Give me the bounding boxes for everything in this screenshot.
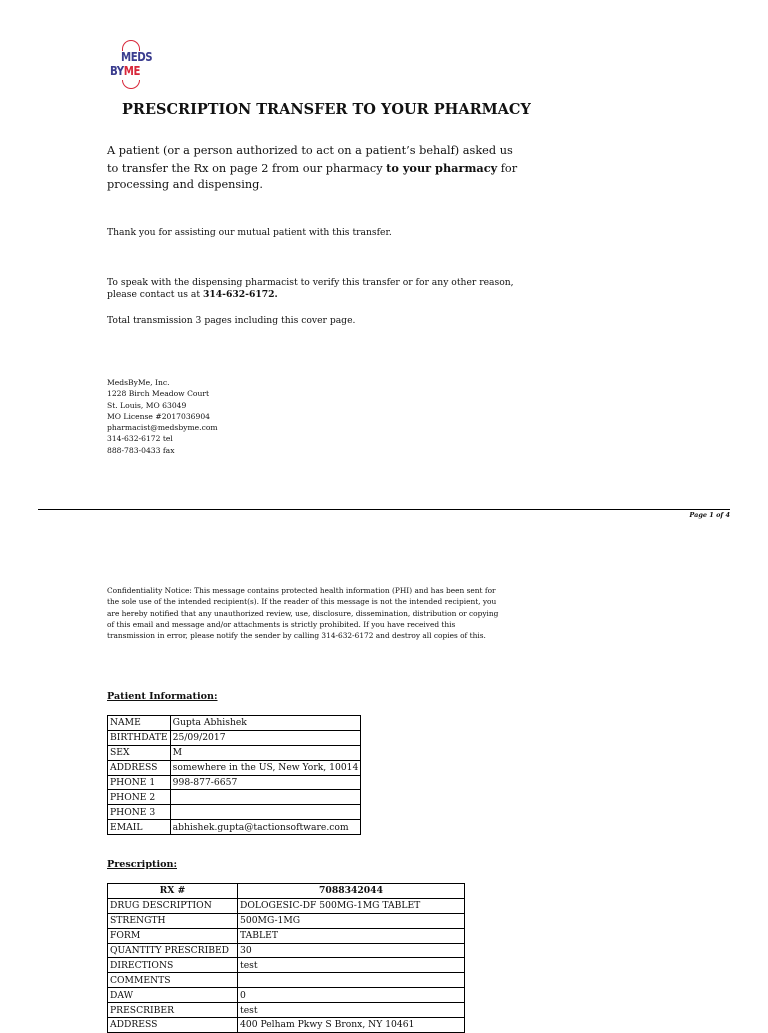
address-line: St. Louis, MO 63049 xyxy=(107,400,187,410)
intro-text-2: for processing and dispensing. xyxy=(107,161,518,191)
contact-line-1: To speak with the dispensing pharmacist to verify this transfer or for any other reason, xyxy=(107,277,514,288)
field-label: PHONE 2 xyxy=(108,790,171,805)
field-label: COMMENTS xyxy=(108,973,238,988)
field-label: ADDRESS xyxy=(108,1018,238,1033)
page-divider xyxy=(38,509,730,510)
field-value: 7088342044 xyxy=(238,884,465,899)
field-label: SEX xyxy=(108,745,171,760)
address-line: MedsByMe, Inc. xyxy=(107,378,170,387)
table-row xyxy=(108,988,465,1003)
field-label: DAW xyxy=(108,988,238,1003)
pharmacy-address xyxy=(107,377,218,456)
contact-line-2-text: please contact us at xyxy=(107,289,203,300)
field-value xyxy=(170,805,361,820)
address-line: 1228 Birch Meadow Court xyxy=(107,389,210,399)
intro-bold: to your pharmacy xyxy=(386,160,498,175)
table-row xyxy=(108,958,465,973)
table-row xyxy=(108,790,361,805)
page-number: Page 1 of 4 xyxy=(689,511,730,519)
address-line: 314-632-6172 tel xyxy=(107,434,173,444)
logo-arc-bottom xyxy=(122,80,140,89)
field-value: test xyxy=(238,958,465,973)
intro-text-1: A patient (or a person authorized to act on a patient’s behalf) asked us to transfer the Rx on page 2 from our pharmacy xyxy=(107,144,513,175)
contact-phone[interactable]: 314-632-6172. xyxy=(202,289,278,300)
confidentiality-line: transmission in error, please notify the sender by calling 314-632-6172 and destroy all copies of this. xyxy=(107,631,486,641)
field-label: QUANTITY PRESCRIBED xyxy=(108,943,238,958)
field-value: somewhere in the US, New York, 10014 xyxy=(170,760,361,775)
field-value: 998-877-6657 xyxy=(170,775,361,790)
table-row xyxy=(108,820,361,835)
confidentiality-line: Confidentiality Notice: This message contains protected health information (PHI) and has been sent for xyxy=(107,586,496,595)
contact-line-2 xyxy=(107,289,514,301)
prescription-table xyxy=(107,883,465,1033)
field-label: STRENGTH xyxy=(108,913,238,928)
table-row xyxy=(108,1018,465,1033)
field-label: FORM xyxy=(108,928,238,943)
field-value: 25/09/2017 xyxy=(170,730,361,745)
confidentiality-line: the sole use of the intended recipient(s). If the reader of this message is not the intended recipient, you xyxy=(107,597,497,607)
table-row xyxy=(108,730,361,745)
medsbyme-logo xyxy=(108,40,156,92)
logo-by: BY xyxy=(110,64,124,78)
field-label: DRUG DESCRIPTION xyxy=(108,898,238,913)
field-label: PHONE 1 xyxy=(108,775,171,790)
transmission-total: Total transmission 3 pages including this cover page. xyxy=(107,315,356,326)
field-value: test xyxy=(238,1003,465,1018)
table-row xyxy=(108,884,465,899)
table-row xyxy=(108,745,361,760)
address-line: 888-783-0433 fax xyxy=(107,445,175,455)
field-value xyxy=(238,973,465,988)
field-label: NAME xyxy=(108,716,171,731)
intro-paragraph xyxy=(107,143,527,194)
confidentiality-line: are hereby notified that any unauthorized review, use, disclosure, dissemination, distribution or copying xyxy=(107,608,499,618)
table-row xyxy=(108,973,465,988)
document-title: PRESCRIPTION TRANSFER TO YOUR PHARMACY xyxy=(122,101,531,118)
address-line: pharmacist@medsbyme.com xyxy=(107,423,218,433)
field-value: 0 xyxy=(238,988,465,1003)
table-row xyxy=(108,760,361,775)
table-row xyxy=(108,913,465,928)
field-value: M xyxy=(170,745,361,760)
logo-byme-text xyxy=(110,64,140,78)
table-row xyxy=(108,716,361,731)
field-label: PHONE 3 xyxy=(108,805,171,820)
table-row xyxy=(108,1003,465,1018)
field-label: DIRECTIONS xyxy=(108,958,238,973)
field-value: 500MG-1MG xyxy=(238,913,465,928)
table-row xyxy=(108,928,465,943)
address-line: MO License #2017036904 xyxy=(107,411,211,421)
field-value xyxy=(170,790,361,805)
field-label: EMAIL xyxy=(108,820,171,835)
logo-me: ME xyxy=(123,64,141,78)
field-value: TABLET xyxy=(238,928,465,943)
table-row xyxy=(108,805,361,820)
confidentiality-notice xyxy=(107,585,537,641)
thanks-text: Thank you for assisting our mutual patient with this transfer. xyxy=(107,227,392,238)
field-label: RX # xyxy=(108,884,238,899)
field-value: 30 xyxy=(238,943,465,958)
field-value: 400 Pelham Pkwy S Bronx, NY 10461 xyxy=(238,1018,465,1033)
field-value: Gupta Abhishek xyxy=(170,716,361,731)
field-value: abhishek.gupta@tactionsoftware.com xyxy=(170,820,361,835)
field-label: ADDRESS xyxy=(108,760,171,775)
logo-meds-text: MEDS xyxy=(121,50,153,64)
contact-paragraph xyxy=(107,277,514,301)
table-row xyxy=(108,775,361,790)
prescription-heading: Prescription: xyxy=(107,859,178,870)
table-row xyxy=(108,943,465,958)
patient-info-heading: Patient Information: xyxy=(107,691,218,702)
table-row xyxy=(108,898,465,913)
field-label: BIRTHDATE xyxy=(108,730,171,745)
patient-info-table xyxy=(107,715,361,835)
confidentiality-line: of this email and message and/or attachments is strictly prohibited. If you have received this xyxy=(107,619,456,629)
field-value: DOLOGESIC-DF 500MG-1MG TABLET xyxy=(238,898,465,913)
field-label: PRESCRIBER xyxy=(108,1003,238,1018)
